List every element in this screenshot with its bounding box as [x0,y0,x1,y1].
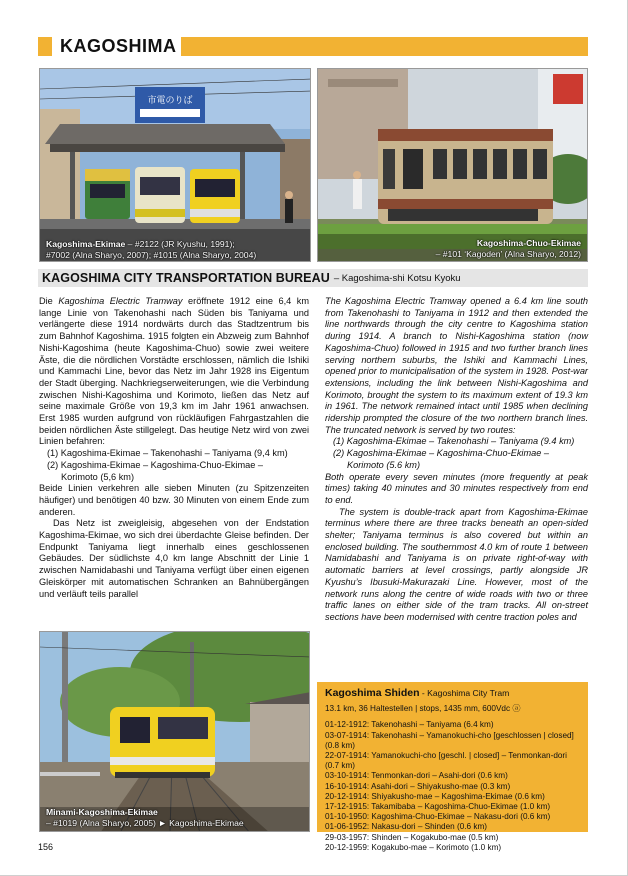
caption-detail: – #101 ‘Kagoden’ (Alna Sharyo, 2012) [435,248,581,259]
caption-station: Kagoshima-Ekimae [46,239,126,249]
de-paragraph-1 [39,296,309,448]
opening-date-line: 03-07-1914: Takenohashi – Yamanokuchi-cho [geschlossen | closed] (0.8 km) [325,730,574,750]
english-text-column [325,296,588,624]
opening-date-line: 29-03-1957: Shinden – Kogakubo-mae (0.5 km) [325,832,499,842]
infobox-heading [325,688,580,698]
en-paragraph-3: The system is double-track apart from Kagoshima-Ekimae terminus where there are three tracks beneath an open-sided shelter; Taniyama terminus is also covered but within an enclosed building. The southernmost 4.0 km of route 1 between Namidabashi and Taniyama is on private right-of-way with automatic barriers at level crossings, partly alongside JR Kyushu’s Ibusuki-Makurazaki Line. However, most of the network runs along the centre of wide roads with two or three traffic lanes on either side of the tram tracks. All on-street sections have been modernised with centre traction poles and [325,506,588,622]
opening-date-line: 16-10-1914: Asahi-dori – Shiyakusho-mae (0.3 km) [325,781,511,791]
section-subtitle: – Kagoshima-shi Kotsu Kyoku [333,272,461,284]
caption-detail: – #1019 (Alna Sharyo, 2005) ► Kagoshima-Ekimae [46,817,244,828]
opening-dates-list [325,720,580,853]
opening-date-line: 20-12-1914: Shiyakusho-mae – Kagoshima-Ekimae (0.6 km) [325,791,545,801]
caption-detail: – #2122 (JR Kyushu, 1991); [125,239,235,249]
station-sign-text: 市電のりば [147,96,193,106]
infobox-spec: 13.1 km, 36 Haltestellen | stops, 1435 mm, 600Vdc ⓐ [325,704,521,714]
de-text: eröffnete 1912 eine 6,4 km lange Linie von Takenohashi nach Süden bis Taniyama und verlängerte diese 1914 nordwärts durch das Stadtzentrum bis zum Bahnhof Kagoshima. 1915 folgten ein Abzweig zum Bahnhof Nishi-Kagoshima (heute Kagoshima-Chuo) sowie zwei weitere Äste, die die nördlichen Vorstädte erschlossen, nämlich die Ishiki und Kammachi Line, bevor das Netz im Jahr 1928 ins Eigentum der Stadt überging. Nachkriegserweiterungen, wie die Verbindung zwischen Nishi-Kagoshima und Korimoto, ließen das Netz auf seine maximale Größe von 19,3 km im Jahr 1961 anwachsen. Erst 1985 wurden aufgrund von rückläufigen Fahrgastzahlen die beiden nördlichen Äste stillgelegt. Das heutige Netz wird von zwei Linien befahren: [39,296,310,447]
de-text: Die [39,296,59,306]
chapter-header [38,37,588,56]
opening-date-line: 22-07-1914: Yamanokuchi-cho [geschl. | closed] – Tenmonkan-dori (0.7 km) [325,751,567,771]
en-route-2-cont: Korimoto (5.6 km) [347,459,421,470]
section-title: KAGOSHIMA CITY TRANSPORTATION BUREAU [42,271,330,285]
opening-date-line: 01-12-1912: Takenohashi – Taniyama (6.4 km) [325,720,494,730]
opening-date-line: 01-06-1952: Nakasu-dori – Shinden (0.6 km) [325,822,488,832]
de-paragraph-3: Das Netz ist zweigleisig, abgesehen von der Endstation Kagoshima-Ekimae, wo sich drei überdachte Gleise befinden. Der Endpunkt Taniyama liegt innerhalb eines geschlossenen Gebäudes. Der südlichste 4,0 km lange Abschnitt der Linie 1 zwischen Namidabashi und Taniyama verfügt über einen eigenen Gleiskörper mit automatischen Schranken an Bahnübergängen und verläuft teils parallel [39,518,309,599]
photo-caption-2 [436,238,581,259]
chapter-title: KAGOSHIMA [60,36,177,56]
de-route-1: (1) Kagoshima-Ekimae – Takenohashi – Taniyama (9,4 km) [47,448,288,459]
photo-caption-3 [46,807,244,828]
section-heading [38,269,588,287]
opening-date-line: 20-12-1959: Kogakubo-mae – Korimoto (1.0 km) [325,842,502,852]
de-paragraph-2: Beide Linien verkehren alle sieben Minuten (zu Spitzenzeiten häufiger) und benötigen 40 bzw. 30 Minuten von einem Ende zum anderen. [39,483,309,517]
photo-caption-1 [46,239,256,260]
caption-detail-2: #7002 (Alna Sharyo, 2007); #1015 (Alna Sharyo, 2004) [46,249,257,260]
en-route-2: (2) Kagoshima-Ekimae – Kagoshima-Chuo-Ekimae – [333,448,550,459]
de-route-2: (2) Kagoshima-Ekimae – Kagoshima-Chuo-Ekimae – [47,459,264,470]
system-info-box [317,682,588,852]
en-paragraph-1: The Kagoshima Electric Tramway opened a 6.4 km line south from Takenohashi to Taniyama in 1912 and then extended the line northwards through the city centre to Kagoshima station during 1914. A branch to Nishi-Kagoshima station (now Kagoshima-Chuo) followed in 1915 and two further branch lines serving northern suburbs, the Ishiki and Kammachi Lines, opened prior to municipalisation of the system in 1928. Post-war extensions, including the link between Nishi-Kagoshima and Korimoto, brought the system to its maximum extent of 19.3 km in 1961. The network remained intact until 1985 when declining ridership prompted the closure of the two northern branch lines. The truncated network is served by two routes: [325,296,588,435]
en-route-1: (1) Kagoshima-Ekimae – Takenohashi – Taniyama (9.4 km) [333,436,575,447]
german-text-column [39,296,309,600]
infobox-subtitle: - Kagoshima City Tram [419,688,510,698]
page-number: 156 [38,842,54,852]
photo-minami-kagoshima-ekimae [39,631,310,832]
de-route-2-cont: Korimoto (5,6 km) [61,471,135,482]
en-paragraph-2: Both operate every seven minutes (more frequently at peak times) taking 40 minutes and 30 minutes respectively from end to end. [325,471,588,505]
caption-station: Minami-Kagoshima-Ekimae [46,807,158,817]
photo-kagoshima-chuo-ekimae [317,68,588,262]
header-square [38,37,52,56]
opening-date-line: 01-10-1950: Kagoshima-Chuo-Ekimae – Nakasu-dori (0.6 km) [325,812,551,822]
caption-station: Kagoshima-Chuo-Ekimae [476,238,581,248]
infobox-title: Kagoshima Shiden [325,687,420,699]
photo-kagoshima-ekimae [39,68,311,262]
opening-date-line: 17-12-1915: Takamibaba – Kagoshima-Chuo-Ekimae (1.0 km) [325,802,551,812]
de-text-italic: Kagoshima Electric Tramway [58,296,183,306]
header-bar [181,37,589,56]
opening-date-line: 03-10-1914: Tenmonkan-dori – Asahi-dori (0.6 km) [325,771,508,781]
